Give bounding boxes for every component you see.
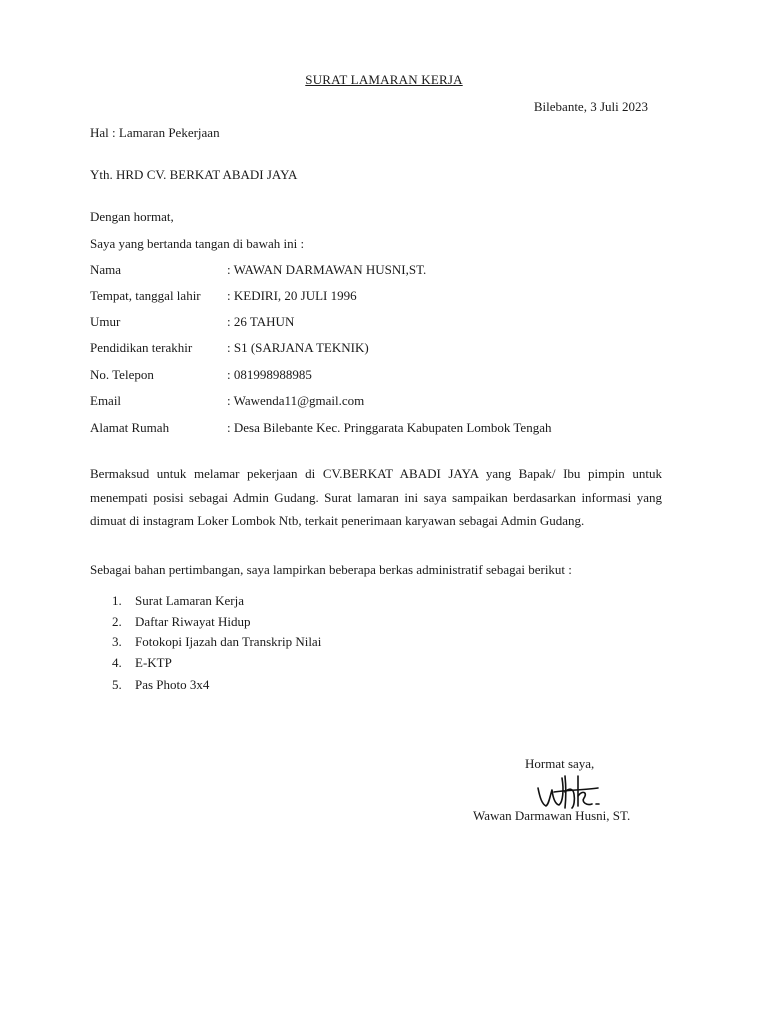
letter-intro: Saya yang bertanda tangan di bawah ini : — [90, 236, 305, 251]
field-value: : WAWAN DARMAWAN HUSNI,ST. — [227, 262, 427, 277]
signer-name: Wawan Darmawan Husni, ST. — [473, 808, 631, 823]
field-value: : S1 (SARJANA TEKNIK) — [227, 340, 369, 355]
letter-title: SURAT LAMARAN KERJA — [305, 72, 463, 87]
field-value: : 26 TAHUN — [227, 314, 295, 329]
attachment-number: 3. — [112, 634, 122, 649]
attachment-text: Daftar Riwayat Hidup — [135, 614, 251, 629]
field-label: No. Telepon — [90, 367, 154, 382]
attachment-text: Surat Lamaran Kerja — [135, 593, 245, 608]
field-label: Pendidikan terakhir — [90, 340, 193, 355]
attachment-number: 5. — [112, 677, 122, 692]
field-label: Umur — [90, 314, 121, 329]
attachment-text: E-KTP — [135, 655, 172, 670]
field-label: Email — [90, 393, 122, 408]
field-label: Alamat Rumah — [90, 420, 170, 435]
field-value: : Desa Bilebante Kec. Pringgarata Kabupaten Lombok Tengah — [227, 420, 552, 435]
letter-greeting: Dengan hormat, — [90, 209, 174, 224]
letter-closing: Hormat saya, — [525, 756, 595, 771]
field-label: Nama — [90, 262, 122, 277]
letter-recipient: Yth. HRD CV. BERKAT ABADI JAYA — [90, 167, 298, 182]
field-label: Tempat, tanggal lahir — [90, 288, 201, 303]
field-value: : KEDIRI, 20 JULI 1996 — [227, 288, 357, 303]
attachment-number: 2. — [112, 614, 122, 629]
letter-subject: Hal : Lamaran Pekerjaan — [90, 125, 220, 140]
field-value: : Wawenda11@gmail.com — [227, 393, 365, 408]
letter-date: Bilebante, 3 Juli 2023 — [533, 99, 648, 114]
attachment-number: 4. — [112, 655, 122, 670]
field-value: : 081998988985 — [227, 367, 312, 382]
letter-body-paragraph: Bermaksud untuk melamar pekerjaan di CV.BERKAT ABADI JAYA yang Bapak/ Ibu pimpin untuk menempati posisi sebagai Admin Gudang. Surat lamaran ini saya sampaikan berdasarkan informasi yang dimuat di instagram Loker Lombok Ntb, terkait penerimaan karyawan sebagai Admin Gudang. — [90, 466, 662, 528]
attachment-text: Pas Photo 3x4 — [135, 677, 210, 692]
attachment-text: Fotokopi Ijazah dan Transkrip Nilai — [135, 634, 322, 649]
attachment-number: 1. — [112, 593, 122, 608]
attachments-intro: Sebagai bahan pertimbangan, saya lampirkan beberapa berkas administratif sebagai berikut : — [90, 562, 572, 577]
